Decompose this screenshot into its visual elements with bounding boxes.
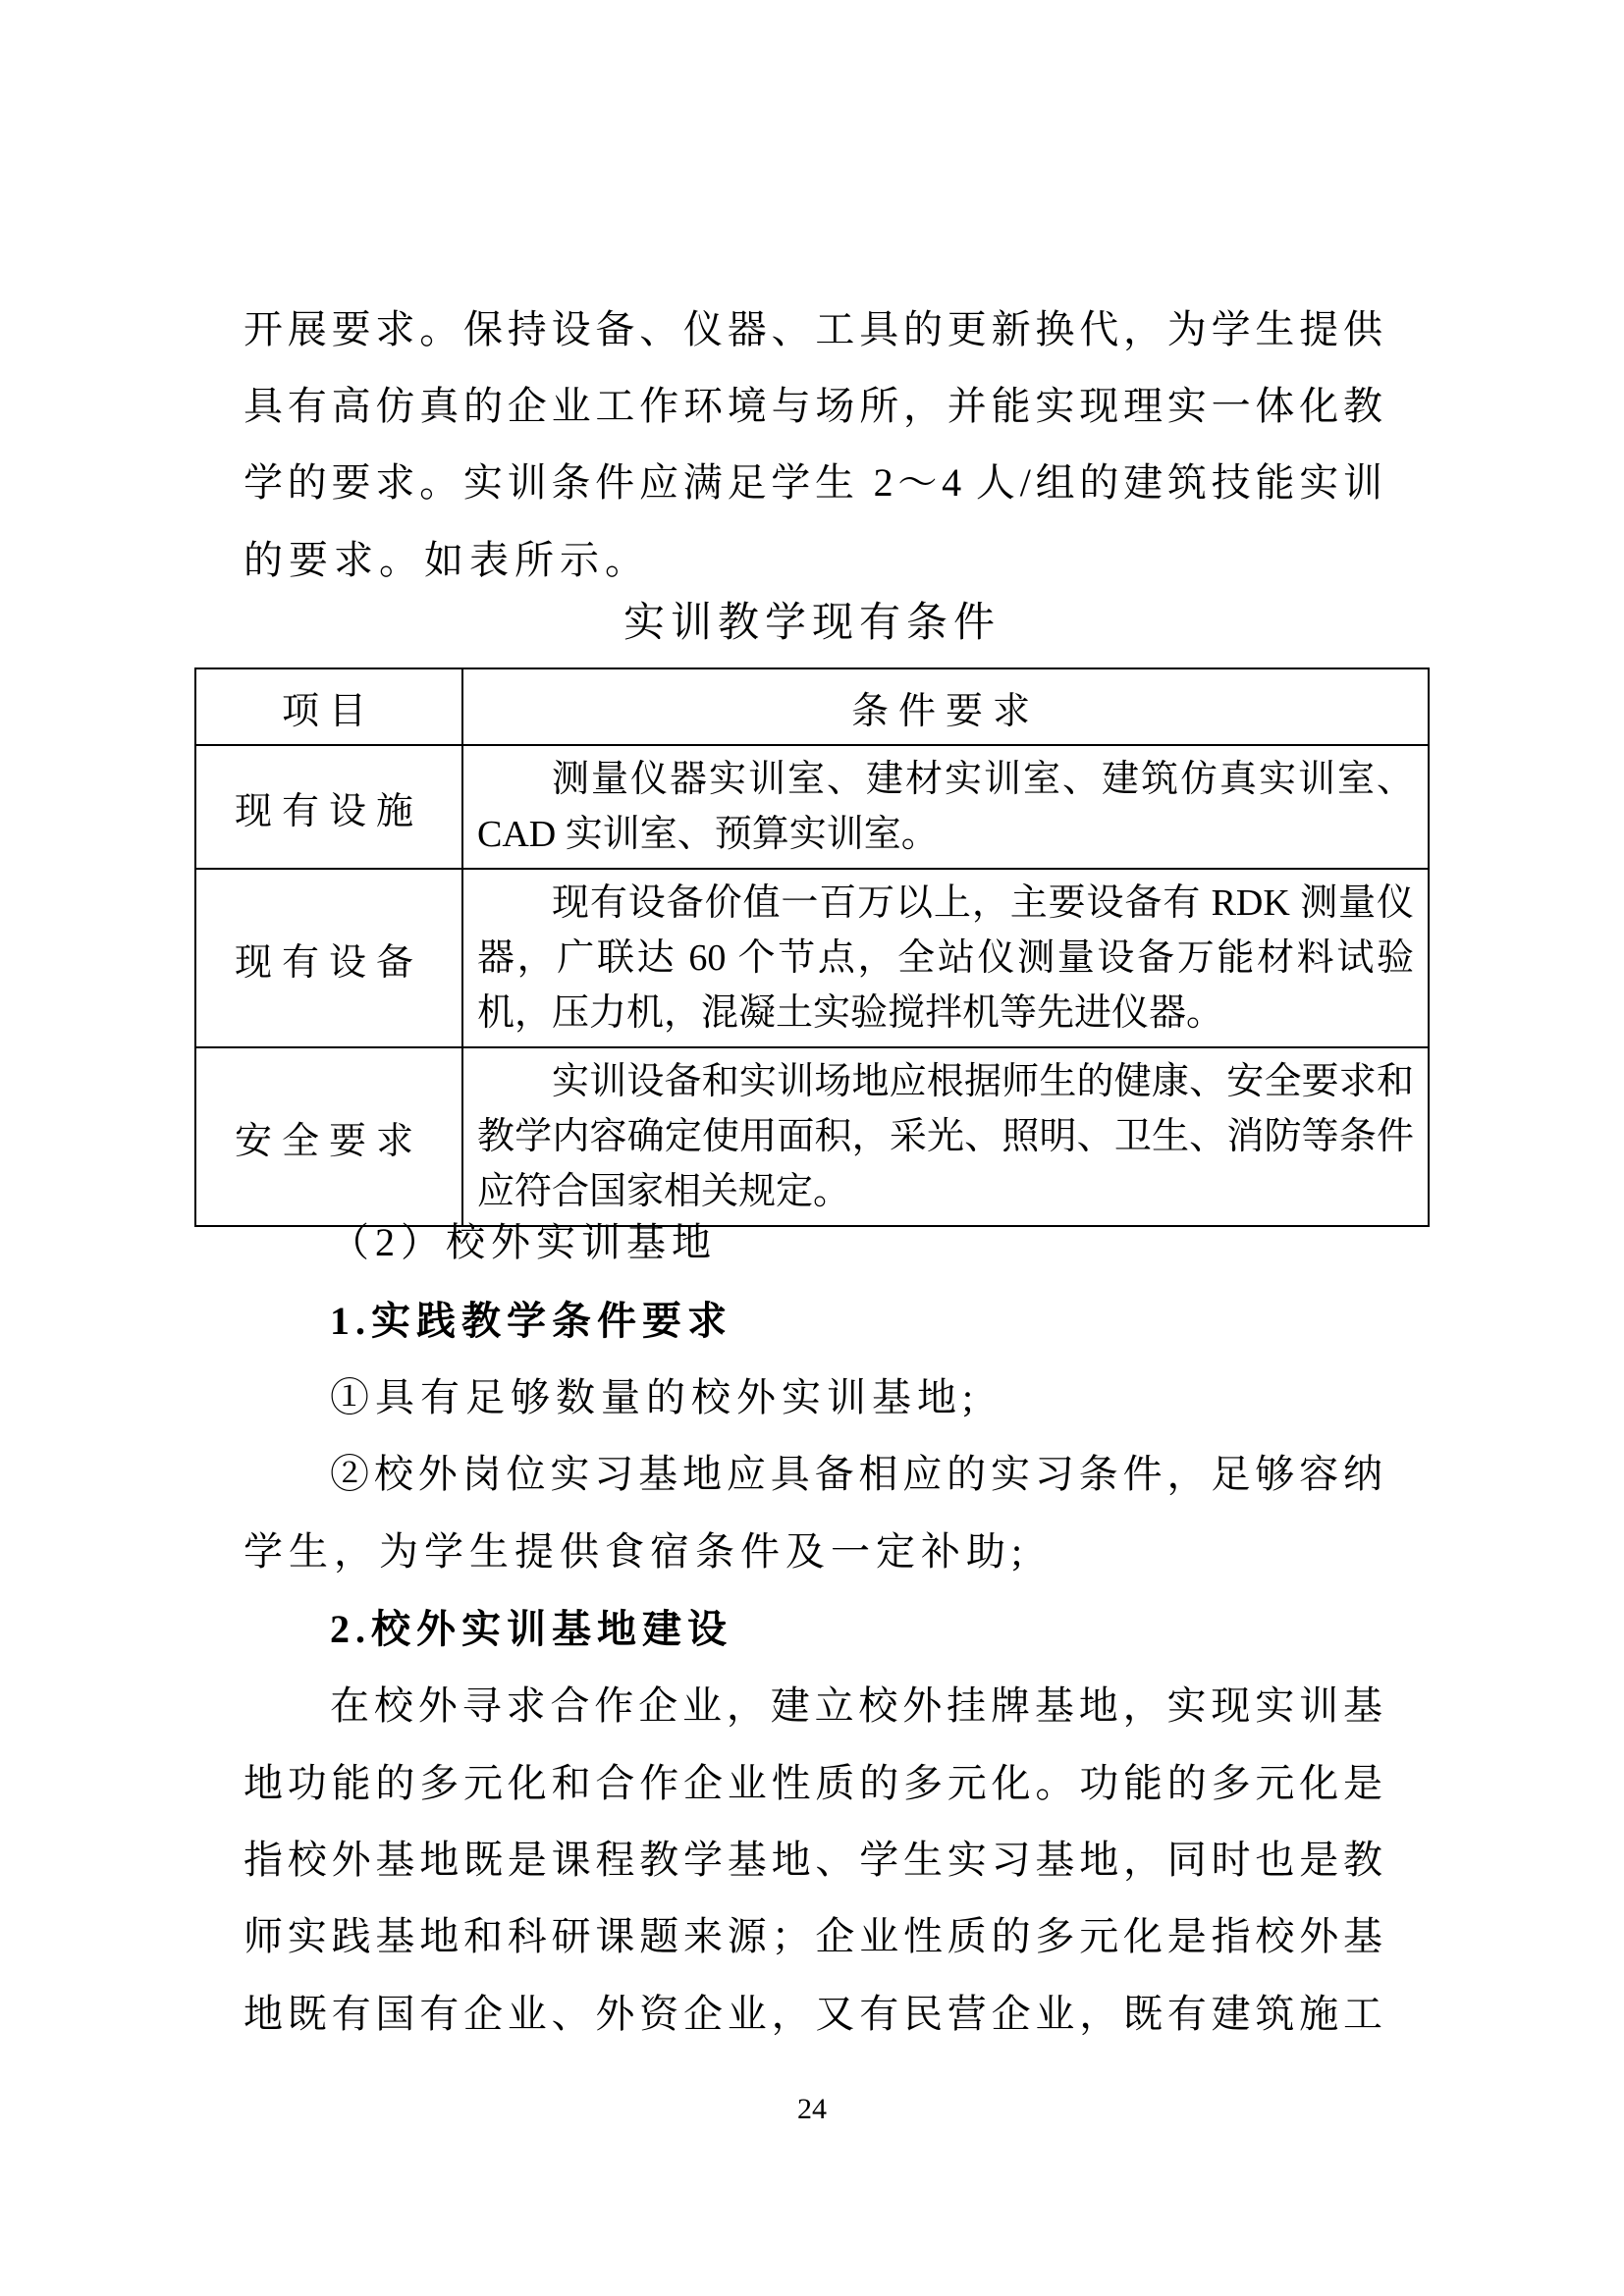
bullet-2-line1: ②校外岗位实习基地应具备相应的实习条件，足够容纳 (330, 1452, 1382, 1496)
table-header-item: 项目 (195, 668, 462, 745)
row2-item-desc: 现有设备价值一百万以上，主要设备有 RDK 测量仪器，广联达 60 个节点，全站仪测量设备万能材料试验机，压力机，混凝土实验搅拌机等先进仪器。 (477, 882, 1414, 1034)
page-number: 24 (797, 2093, 827, 2125)
paragraph1-line3: 学的要求。实训条件应满足学生 2～4 人/组的建筑技能实训 (244, 460, 1382, 505)
subheading-1: 1.实践教学条件要求 (330, 1299, 732, 1343)
row1-item-desc: 测量仪器实训室、建材实训室、建筑仿真实训室、CAD 实训室、预算实训室。 (477, 759, 1414, 855)
row3-item-label: 安全要求 (195, 1047, 462, 1226)
paragraph2-line2: 地功能的多元化和合作企业性质的多元化。功能的多元化是 (244, 1761, 1382, 1805)
paragraph1-line4: 的要求。如表所示。 (244, 538, 650, 582)
table-header-row (195, 668, 1429, 745)
bullet-2-line2: 学生，为学生提供食宿条件及一定补助; (244, 1529, 1029, 1574)
row2-item-label: 现有设备 (195, 869, 462, 1047)
paragraph1-line1: 开展要求。保持设备、仪器、工具的更新换代，为学生提供 (244, 307, 1382, 351)
subheading-2: 2.校外实训基地建设 (330, 1607, 732, 1651)
paragraph2-line3: 指校外基地既是课程教学基地、学生实习基地，同时也是教 (244, 1838, 1382, 1882)
table-header-requirement: 条件要求 (462, 668, 1429, 745)
bullet-1: ①具有足够数量的校外实训基地; (330, 1375, 980, 1419)
paragraph2-line1: 在校外寻求合作企业，建立校外挂牌基地，实现实训基 (330, 1683, 1382, 1728)
training-conditions-table (194, 667, 1430, 1227)
section-heading-2: （2）校外实训基地 (330, 1220, 717, 1264)
paragraph1-line2: 具有高仿真的企业工作环境与场所，并能实现理实一体化教 (244, 384, 1382, 428)
table-row (195, 745, 1429, 869)
row1-item-label: 现有设施 (195, 745, 462, 869)
row3-item-desc: 实训设备和实训场地应根据师生的健康、安全要求和教学内容确定使用面积，采光、照明、卫生、消防等条件应符合国家相关规定。 (477, 1061, 1414, 1212)
table-title: 实训教学现有条件 (623, 601, 1001, 646)
table-row (195, 1047, 1429, 1226)
paragraph2-line4: 师实践基地和科研课题来源；企业性质的多元化是指校外基 (244, 1914, 1382, 1958)
table-row (195, 869, 1429, 1047)
paragraph2-line5: 地既有国有企业、外资企业，又有民营企业，既有建筑施工 (244, 1992, 1382, 2036)
